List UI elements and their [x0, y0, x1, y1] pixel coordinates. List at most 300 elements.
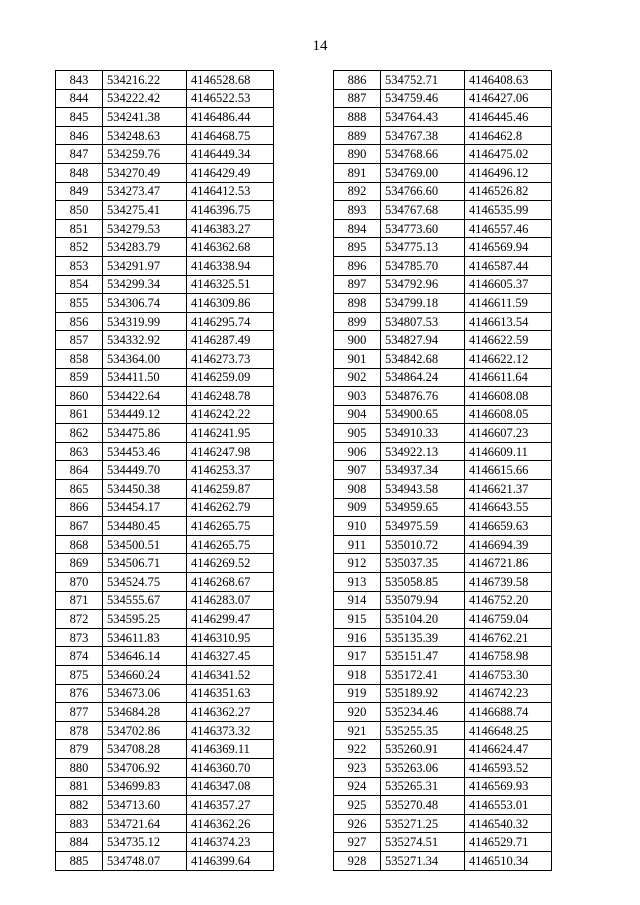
- x-coordinate-cell: 534273.47: [103, 182, 187, 201]
- x-coordinate-cell: 534721.64: [103, 814, 187, 833]
- point-number-cell: 890: [334, 145, 381, 164]
- x-coordinate-cell: 534332.92: [103, 331, 187, 350]
- x-coordinate-cell: 534216.22: [103, 71, 187, 90]
- y-coordinate-cell: 4146427.06: [465, 89, 552, 108]
- point-number-cell: 913: [334, 573, 381, 592]
- point-number-cell: 893: [334, 201, 381, 220]
- y-coordinate-cell: 4146486.44: [187, 108, 274, 127]
- table-row: [56, 684, 274, 703]
- point-number-cell: 856: [56, 312, 103, 331]
- y-coordinate-cell: 4146593.52: [465, 758, 552, 777]
- table-row: [334, 851, 552, 870]
- point-number-cell: 892: [334, 182, 381, 201]
- table-row: [56, 796, 274, 815]
- y-coordinate-cell: 4146529.71: [465, 833, 552, 852]
- table-row: [334, 108, 552, 127]
- y-coordinate-cell: 4146475.02: [465, 145, 552, 164]
- y-coordinate-cell: 4146369.11: [187, 740, 274, 759]
- x-coordinate-cell: 534450.38: [103, 480, 187, 499]
- x-coordinate-cell: 534673.06: [103, 684, 187, 703]
- coordinates-table-body: [56, 71, 274, 871]
- point-number-cell: 919: [334, 684, 381, 703]
- point-number-cell: 844: [56, 89, 103, 108]
- point-number-cell: 851: [56, 219, 103, 238]
- y-coordinate-cell: 4146540.32: [465, 814, 552, 833]
- y-coordinate-cell: 4146295.74: [187, 312, 274, 331]
- table-row: [56, 442, 274, 461]
- point-number-cell: 902: [334, 368, 381, 387]
- table-row: [56, 461, 274, 480]
- x-coordinate-cell: 534506.71: [103, 554, 187, 573]
- x-coordinate-cell: 535271.25: [381, 814, 465, 833]
- y-coordinate-cell: 4146759.04: [465, 610, 552, 629]
- point-number-cell: 879: [56, 740, 103, 759]
- y-coordinate-cell: 4146510.34: [465, 851, 552, 870]
- y-coordinate-cell: 4146408.63: [465, 71, 552, 90]
- point-number-cell: 872: [56, 610, 103, 629]
- x-coordinate-cell: 534222.42: [103, 89, 187, 108]
- table-row: [334, 182, 552, 201]
- x-coordinate-cell: 534248.63: [103, 126, 187, 145]
- point-number-cell: 869: [56, 554, 103, 573]
- table-row: [334, 71, 552, 90]
- y-coordinate-cell: 4146362.27: [187, 703, 274, 722]
- y-coordinate-cell: 4146383.27: [187, 219, 274, 238]
- point-number-cell: 873: [56, 628, 103, 647]
- point-number-cell: 876: [56, 684, 103, 703]
- point-number-cell: 922: [334, 740, 381, 759]
- x-coordinate-cell: 534767.38: [381, 126, 465, 145]
- x-coordinate-cell: 534752.71: [381, 71, 465, 90]
- x-coordinate-cell: 535079.94: [381, 591, 465, 610]
- table-row: [334, 517, 552, 536]
- table-row: [56, 294, 274, 313]
- y-coordinate-cell: 4146310.95: [187, 628, 274, 647]
- x-coordinate-cell: 534775.13: [381, 238, 465, 257]
- table-row: [56, 312, 274, 331]
- point-number-cell: 853: [56, 256, 103, 275]
- x-coordinate-cell: 534319.99: [103, 312, 187, 331]
- x-coordinate-cell: 534291.97: [103, 256, 187, 275]
- point-number-cell: 852: [56, 238, 103, 257]
- point-number-cell: 884: [56, 833, 103, 852]
- y-coordinate-cell: 4146347.08: [187, 777, 274, 796]
- table-row: [334, 814, 552, 833]
- x-coordinate-cell: 535010.72: [381, 535, 465, 554]
- x-coordinate-cell: 534283.79: [103, 238, 187, 257]
- x-coordinate-cell: 534422.64: [103, 387, 187, 406]
- x-coordinate-cell: 534759.46: [381, 89, 465, 108]
- x-coordinate-cell: 534864.24: [381, 368, 465, 387]
- coordinates-table-body: [334, 71, 552, 871]
- table-row: [56, 740, 274, 759]
- x-coordinate-cell: 534900.65: [381, 405, 465, 424]
- y-coordinate-cell: 4146283.07: [187, 591, 274, 610]
- table-row: [334, 238, 552, 257]
- y-coordinate-cell: 4146299.47: [187, 610, 274, 629]
- x-coordinate-cell: 534876.76: [381, 387, 465, 406]
- table-row: [56, 666, 274, 685]
- point-number-cell: 887: [334, 89, 381, 108]
- point-number-cell: 925: [334, 796, 381, 815]
- table-row: [334, 201, 552, 220]
- y-coordinate-cell: 4146360.70: [187, 758, 274, 777]
- point-number-cell: 891: [334, 163, 381, 182]
- x-coordinate-cell: 535274.51: [381, 833, 465, 852]
- point-number-cell: 895: [334, 238, 381, 257]
- table-row: [56, 554, 274, 573]
- table-row: [334, 684, 552, 703]
- y-coordinate-cell: 4146648.25: [465, 721, 552, 740]
- y-coordinate-cell: 4146587.44: [465, 256, 552, 275]
- x-coordinate-cell: 534959.65: [381, 498, 465, 517]
- table-row: [334, 480, 552, 499]
- point-number-cell: 904: [334, 405, 381, 424]
- point-number-cell: 865: [56, 480, 103, 499]
- point-number-cell: 874: [56, 647, 103, 666]
- point-number-cell: 903: [334, 387, 381, 406]
- table-row: [334, 89, 552, 108]
- point-number-cell: 909: [334, 498, 381, 517]
- point-number-cell: 881: [56, 777, 103, 796]
- y-coordinate-cell: 4146268.67: [187, 573, 274, 592]
- table-row: [56, 349, 274, 368]
- point-number-cell: 864: [56, 461, 103, 480]
- point-number-cell: 875: [56, 666, 103, 685]
- table-row: [56, 498, 274, 517]
- table-row: [334, 647, 552, 666]
- x-coordinate-cell: 534611.83: [103, 628, 187, 647]
- point-number-cell: 928: [334, 851, 381, 870]
- x-coordinate-cell: 535189.92: [381, 684, 465, 703]
- table-row: [334, 275, 552, 294]
- x-coordinate-cell: 534595.25: [103, 610, 187, 629]
- table-row: [56, 833, 274, 852]
- table-row: [56, 758, 274, 777]
- table-row: [334, 666, 552, 685]
- table-row: [334, 163, 552, 182]
- y-coordinate-cell: 4146462.8: [465, 126, 552, 145]
- y-coordinate-cell: 4146247.98: [187, 442, 274, 461]
- x-coordinate-cell: 534799.18: [381, 294, 465, 313]
- x-coordinate-cell: 534500.51: [103, 535, 187, 554]
- x-coordinate-cell: 534910.33: [381, 424, 465, 443]
- x-coordinate-cell: 534943.58: [381, 480, 465, 499]
- y-coordinate-cell: 4146269.52: [187, 554, 274, 573]
- x-coordinate-cell: 535135.39: [381, 628, 465, 647]
- table-row: [56, 71, 274, 90]
- y-coordinate-cell: 4146253.37: [187, 461, 274, 480]
- table-row: [56, 182, 274, 201]
- point-number-cell: 921: [334, 721, 381, 740]
- table-row: [56, 126, 274, 145]
- table-row: [56, 721, 274, 740]
- x-coordinate-cell: 534279.53: [103, 219, 187, 238]
- x-coordinate-cell: 534475.86: [103, 424, 187, 443]
- y-coordinate-cell: 4146608.08: [465, 387, 552, 406]
- y-coordinate-cell: 4146327.45: [187, 647, 274, 666]
- table-row: [334, 126, 552, 145]
- table-row: [334, 461, 552, 480]
- x-coordinate-cell: 534785.70: [381, 256, 465, 275]
- table-row: [56, 275, 274, 294]
- y-coordinate-cell: 4146688.74: [465, 703, 552, 722]
- y-coordinate-cell: 4146569.94: [465, 238, 552, 257]
- table-row: [56, 405, 274, 424]
- y-coordinate-cell: 4146624.47: [465, 740, 552, 759]
- point-number-cell: 918: [334, 666, 381, 685]
- table-row: [56, 647, 274, 666]
- table-row: [334, 554, 552, 573]
- y-coordinate-cell: 4146374.23: [187, 833, 274, 852]
- x-coordinate-cell: 534766.60: [381, 182, 465, 201]
- x-coordinate-cell: 534922.13: [381, 442, 465, 461]
- x-coordinate-cell: 534975.59: [381, 517, 465, 536]
- table-row: [56, 777, 274, 796]
- y-coordinate-cell: 4146535.99: [465, 201, 552, 220]
- table-row: [56, 573, 274, 592]
- x-coordinate-cell: 534306.74: [103, 294, 187, 313]
- y-coordinate-cell: 4146412.53: [187, 182, 274, 201]
- table-row: [334, 740, 552, 759]
- table-row: [334, 442, 552, 461]
- y-coordinate-cell: 4146351.63: [187, 684, 274, 703]
- table-row: [56, 851, 274, 870]
- x-coordinate-cell: 534259.76: [103, 145, 187, 164]
- table-row: [334, 145, 552, 164]
- table-row: [334, 703, 552, 722]
- point-number-cell: 855: [56, 294, 103, 313]
- y-coordinate-cell: 4146362.26: [187, 814, 274, 833]
- table-row: [56, 628, 274, 647]
- x-coordinate-cell: 534769.00: [381, 163, 465, 182]
- y-coordinate-cell: 4146608.05: [465, 405, 552, 424]
- table-row: [334, 777, 552, 796]
- x-coordinate-cell: 534713.60: [103, 796, 187, 815]
- x-coordinate-cell: 535037.35: [381, 554, 465, 573]
- table-row: [56, 387, 274, 406]
- point-number-cell: 846: [56, 126, 103, 145]
- y-coordinate-cell: 4146569.93: [465, 777, 552, 796]
- y-coordinate-cell: 4146607.23: [465, 424, 552, 443]
- table-row: [334, 535, 552, 554]
- table-row: [56, 814, 274, 833]
- y-coordinate-cell: 4146609.11: [465, 442, 552, 461]
- point-number-cell: 845: [56, 108, 103, 127]
- point-number-cell: 899: [334, 312, 381, 331]
- y-coordinate-cell: 4146248.78: [187, 387, 274, 406]
- point-number-cell: 915: [334, 610, 381, 629]
- y-coordinate-cell: 4146265.75: [187, 517, 274, 536]
- point-number-cell: 866: [56, 498, 103, 517]
- y-coordinate-cell: 4146621.37: [465, 480, 552, 499]
- y-coordinate-cell: 4146449.34: [187, 145, 274, 164]
- x-coordinate-cell: 535271.34: [381, 851, 465, 870]
- x-coordinate-cell: 534807.53: [381, 312, 465, 331]
- point-number-cell: 894: [334, 219, 381, 238]
- y-coordinate-cell: 4146557.46: [465, 219, 552, 238]
- y-coordinate-cell: 4146262.79: [187, 498, 274, 517]
- y-coordinate-cell: 4146753.30: [465, 666, 552, 685]
- coordinates-table-right: [333, 70, 552, 871]
- table-row: [56, 145, 274, 164]
- y-coordinate-cell: 4146338.94: [187, 256, 274, 275]
- table-row: [56, 256, 274, 275]
- page-number: 14: [312, 38, 328, 54]
- x-coordinate-cell: 534767.68: [381, 201, 465, 220]
- x-coordinate-cell: 534706.92: [103, 758, 187, 777]
- point-number-cell: 885: [56, 851, 103, 870]
- y-coordinate-cell: 4146445.46: [465, 108, 552, 127]
- table-row: [56, 163, 274, 182]
- y-coordinate-cell: 4146721.86: [465, 554, 552, 573]
- point-number-cell: 849: [56, 182, 103, 201]
- point-number-cell: 871: [56, 591, 103, 610]
- x-coordinate-cell: 534453.46: [103, 442, 187, 461]
- table-row: [334, 331, 552, 350]
- x-coordinate-cell: 534699.83: [103, 777, 187, 796]
- x-coordinate-cell: 534524.75: [103, 573, 187, 592]
- table-row: [334, 498, 552, 517]
- point-number-cell: 880: [56, 758, 103, 777]
- point-number-cell: 854: [56, 275, 103, 294]
- point-number-cell: 843: [56, 71, 103, 90]
- point-number-cell: 923: [334, 758, 381, 777]
- x-coordinate-cell: 534646.14: [103, 647, 187, 666]
- table-row: [334, 573, 552, 592]
- table-row: [334, 721, 552, 740]
- y-coordinate-cell: 4146309.86: [187, 294, 274, 313]
- point-number-cell: 926: [334, 814, 381, 833]
- table-row: [334, 424, 552, 443]
- point-number-cell: 850: [56, 201, 103, 220]
- x-coordinate-cell: 535058.85: [381, 573, 465, 592]
- y-coordinate-cell: 4146287.49: [187, 331, 274, 350]
- table-row: [56, 703, 274, 722]
- table-row: [334, 294, 552, 313]
- point-number-cell: 889: [334, 126, 381, 145]
- x-coordinate-cell: 534449.70: [103, 461, 187, 480]
- coordinates-table-left: [55, 70, 274, 871]
- x-coordinate-cell: 534768.66: [381, 145, 465, 164]
- point-number-cell: 883: [56, 814, 103, 833]
- x-coordinate-cell: 534270.49: [103, 163, 187, 182]
- x-coordinate-cell: 534241.38: [103, 108, 187, 127]
- table-row: [334, 833, 552, 852]
- y-coordinate-cell: 4146752.20: [465, 591, 552, 610]
- table-row: [334, 256, 552, 275]
- point-number-cell: 927: [334, 833, 381, 852]
- table-row: [334, 591, 552, 610]
- y-coordinate-cell: 4146496.12: [465, 163, 552, 182]
- table-row: [56, 424, 274, 443]
- y-coordinate-cell: 4146373.32: [187, 721, 274, 740]
- table-row: [56, 591, 274, 610]
- x-coordinate-cell: 534708.28: [103, 740, 187, 759]
- x-coordinate-cell: 534684.28: [103, 703, 187, 722]
- point-number-cell: 900: [334, 331, 381, 350]
- point-number-cell: 917: [334, 647, 381, 666]
- x-coordinate-cell: 535263.06: [381, 758, 465, 777]
- point-number-cell: 857: [56, 331, 103, 350]
- y-coordinate-cell: 4146357.27: [187, 796, 274, 815]
- x-coordinate-cell: 534660.24: [103, 666, 187, 685]
- y-coordinate-cell: 4146615.66: [465, 461, 552, 480]
- point-number-cell: 868: [56, 535, 103, 554]
- y-coordinate-cell: 4146659.63: [465, 517, 552, 536]
- y-coordinate-cell: 4146429.49: [187, 163, 274, 182]
- point-number-cell: 870: [56, 573, 103, 592]
- point-number-cell: 862: [56, 424, 103, 443]
- y-coordinate-cell: 4146611.59: [465, 294, 552, 313]
- point-number-cell: 877: [56, 703, 103, 722]
- x-coordinate-cell: 534773.60: [381, 219, 465, 238]
- y-coordinate-cell: 4146242.22: [187, 405, 274, 424]
- y-coordinate-cell: 4146265.75: [187, 535, 274, 554]
- x-coordinate-cell: 535104.20: [381, 610, 465, 629]
- y-coordinate-cell: 4146522.53: [187, 89, 274, 108]
- x-coordinate-cell: 534449.12: [103, 405, 187, 424]
- x-coordinate-cell: 535151.47: [381, 647, 465, 666]
- y-coordinate-cell: 4146739.58: [465, 573, 552, 592]
- x-coordinate-cell: 534411.50: [103, 368, 187, 387]
- x-coordinate-cell: 534748.07: [103, 851, 187, 870]
- y-coordinate-cell: 4146622.59: [465, 331, 552, 350]
- point-number-cell: 858: [56, 349, 103, 368]
- y-coordinate-cell: 4146259.87: [187, 480, 274, 499]
- x-coordinate-cell: 534555.67: [103, 591, 187, 610]
- table-row: [334, 405, 552, 424]
- point-number-cell: 910: [334, 517, 381, 536]
- table-row: [56, 517, 274, 536]
- y-coordinate-cell: 4146273.73: [187, 349, 274, 368]
- table-row: [334, 758, 552, 777]
- point-number-cell: 906: [334, 442, 381, 461]
- y-coordinate-cell: 4146259.09: [187, 368, 274, 387]
- table-row: [56, 238, 274, 257]
- y-coordinate-cell: 4146694.39: [465, 535, 552, 554]
- y-coordinate-cell: 4146341.52: [187, 666, 274, 685]
- x-coordinate-cell: 534480.45: [103, 517, 187, 536]
- table-row: [334, 610, 552, 629]
- point-number-cell: 861: [56, 405, 103, 424]
- table-row: [334, 368, 552, 387]
- table-row: [56, 368, 274, 387]
- table-row: [334, 796, 552, 815]
- y-coordinate-cell: 4146553.01: [465, 796, 552, 815]
- point-number-cell: 896: [334, 256, 381, 275]
- y-coordinate-cell: 4146241.95: [187, 424, 274, 443]
- point-number-cell: 859: [56, 368, 103, 387]
- point-number-cell: 912: [334, 554, 381, 573]
- y-coordinate-cell: 4146613.54: [465, 312, 552, 331]
- table-row: [334, 349, 552, 368]
- point-number-cell: 905: [334, 424, 381, 443]
- point-number-cell: 916: [334, 628, 381, 647]
- y-coordinate-cell: 4146605.37: [465, 275, 552, 294]
- x-coordinate-cell: 535270.48: [381, 796, 465, 815]
- point-number-cell: 863: [56, 442, 103, 461]
- point-number-cell: 847: [56, 145, 103, 164]
- point-number-cell: 911: [334, 535, 381, 554]
- x-coordinate-cell: 534937.34: [381, 461, 465, 480]
- x-coordinate-cell: 534299.34: [103, 275, 187, 294]
- y-coordinate-cell: 4146611.64: [465, 368, 552, 387]
- y-coordinate-cell: 4146528.68: [187, 71, 274, 90]
- x-coordinate-cell: 535172.41: [381, 666, 465, 685]
- point-number-cell: 901: [334, 349, 381, 368]
- table-row: [56, 219, 274, 238]
